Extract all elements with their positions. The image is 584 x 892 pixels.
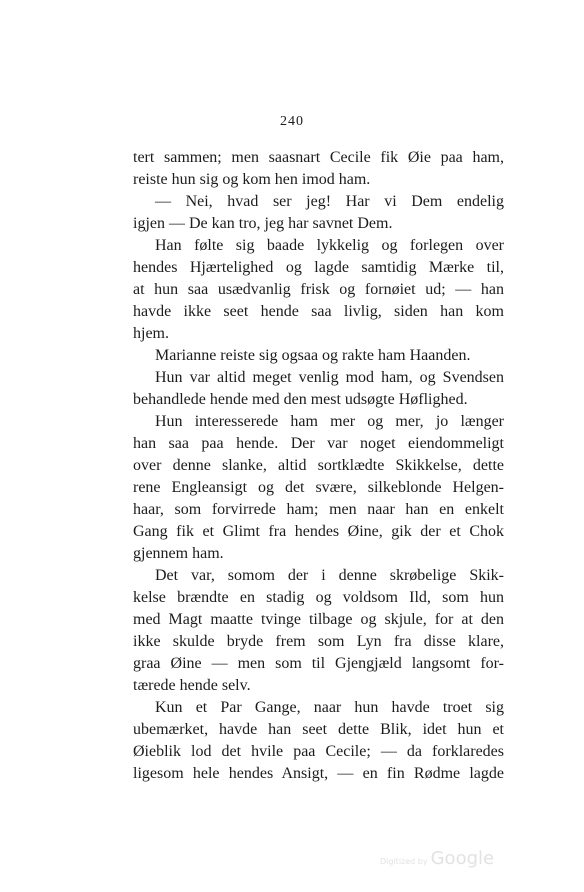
text-line: graa Øine — men som til Gjengjæld langsomt for- <box>133 655 504 672</box>
text-line: med Magt maatte tvinge tilbage og skjule, for at den <box>133 611 504 628</box>
text-line: tert sammen; men saasnart Cecile fik Øie paa ham, <box>133 149 504 166</box>
text-line: hjem. <box>133 325 169 342</box>
text-line: at hun saa usædvanlig frisk og fornøiet ud; — han <box>133 281 504 298</box>
text-line: behandlede hende med den mest udsøgte Høflighed. <box>133 391 468 408</box>
text-line: over denne slanke, altid sortklædte Skikkelse, dette <box>133 457 504 474</box>
text-line: Hun var altid meget venlig mod ham, og Svendsen <box>155 369 504 386</box>
paragraph <box>133 367 504 411</box>
paragraph <box>133 235 504 345</box>
text-line: Kun et Par Gange, naar hun havde troet sig <box>155 699 504 716</box>
text-line: Marianne reiste sig ogsaa og rakte ham Haanden. <box>155 347 471 364</box>
paragraph <box>133 191 504 235</box>
text-line: kelse brændte en stadig og voldsom Ild, som hun <box>133 589 504 606</box>
paragraph <box>133 697 504 785</box>
paragraph <box>133 565 504 697</box>
text-line: Det var, somom der i denne skrøbelige Skik- <box>155 567 504 584</box>
google-watermark <box>380 848 494 869</box>
text-line: ligesom hele hendes Ansigt, — en fin Rødme lagde <box>133 765 504 782</box>
text-line: Hun interesserede ham mer og mer, jo længer <box>155 413 504 430</box>
paragraph <box>133 147 504 191</box>
watermark-digitized-label: Digitized by <box>380 857 428 866</box>
text-line: havde ikke seet hende saa livlig, siden han kom <box>133 303 504 320</box>
page-number: 240 <box>280 114 304 129</box>
text-line: ubemærket, havde han seet dette Blik, idet hun et <box>133 721 504 738</box>
text-line: reiste hun sig og kom hen imod ham. <box>133 171 371 188</box>
text-line: haar, som forvirrede ham; men naar han en enkelt <box>133 501 504 518</box>
text-line: — Nei, hvad ser jeg! Har vi Dem endelig <box>155 193 504 210</box>
text-line: han saa paa hende. Der var noget eiendommeligt <box>133 435 504 452</box>
text-line: gjennem ham. <box>133 545 224 562</box>
text-line: ikke skulde bryde frem som Lyn fra disse klare, <box>133 633 504 650</box>
paragraph <box>133 411 504 565</box>
watermark-google-label: Google <box>430 848 495 869</box>
text-line: rene Engleansigt og det svære, silkeblonde Helgen- <box>133 479 504 496</box>
text-line: Han følte sig baade lykkelig og forlegen over <box>155 237 504 254</box>
text-line: tærede hende selv. <box>133 677 251 694</box>
text-line: Gang fik et Glimt fra hendes Øine, gik der et Chok <box>133 523 504 540</box>
text-line: hendes Hjærtelighed og lagde samtidig Mærke til, <box>133 259 504 276</box>
paragraph <box>133 345 504 367</box>
body-text <box>133 147 504 785</box>
text-line: igjen — De kan tro, jeg har savnet Dem. <box>133 215 393 232</box>
text-line: Øieblik lod det hvile paa Cecile; — da forklaredes <box>133 743 504 760</box>
